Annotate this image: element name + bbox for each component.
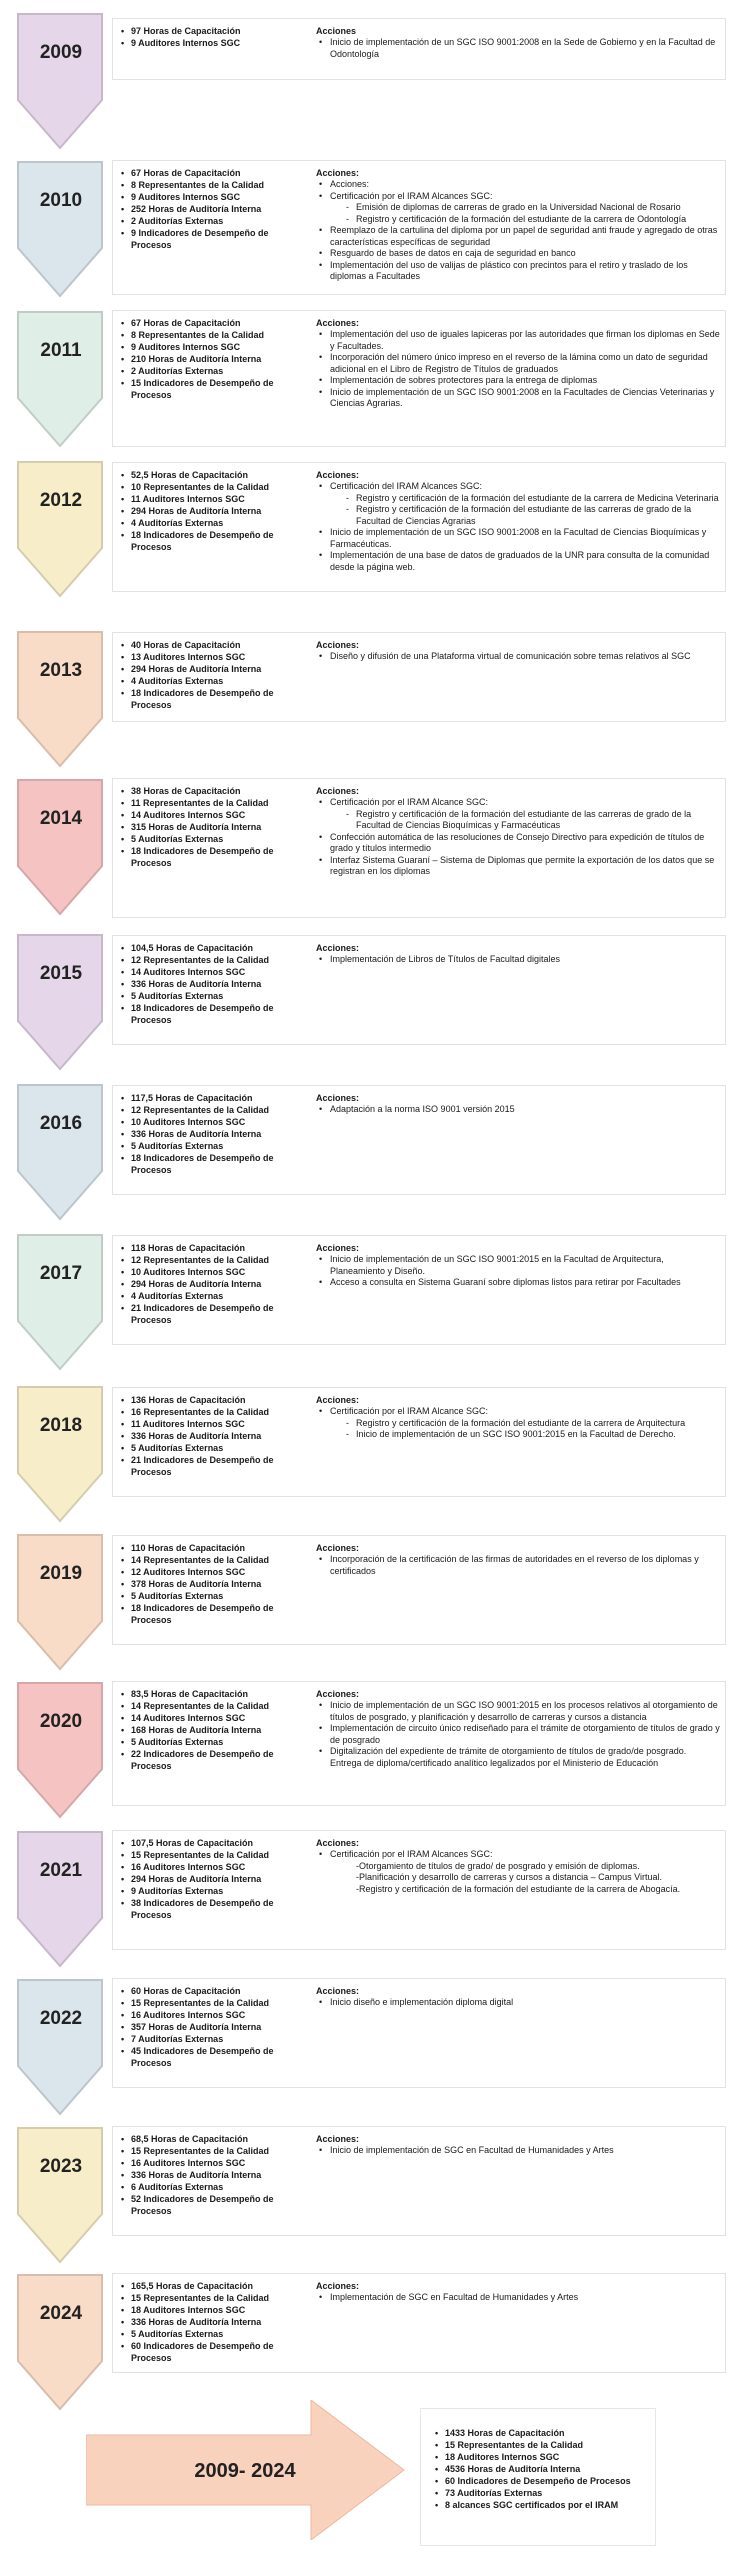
action-item: - Inicio de implementación de un SGC ISO 9001:2015 en la Facultad de Derecho.	[316, 1429, 720, 1441]
year-chevron-marker	[16, 630, 106, 770]
stats-list	[121, 1837, 311, 1921]
timeline-entry	[0, 630, 745, 780]
stat-item: • 252 Horas de Auditoría Interna	[121, 203, 311, 215]
year-chevron-marker	[16, 460, 106, 600]
actions-heading: Acciones:	[316, 168, 360, 178]
action-item: • Confección automática de las resoluciones de Consejo Directivo para expedición de títulos de grado y títulos intermedio	[316, 832, 720, 855]
action-item: • Incorporación de la certificación de las firmas de autoridades en el reverso de los diplomas y certificados	[316, 1554, 720, 1577]
chevron-shape	[16, 778, 106, 918]
actions-list	[316, 1254, 720, 1289]
stat-item: • 336 Horas de Auditoría Interna	[121, 978, 311, 990]
stat-item: • 18 Indicadores de Desempeño de Procesos	[121, 1602, 311, 1626]
year-chevron-marker	[16, 160, 106, 300]
timeline-entry	[0, 933, 745, 1083]
actions-heading: Acciones:	[316, 1243, 360, 1253]
stats-list	[121, 2133, 311, 2217]
stat-item: • 12 Representantes de la Calidad	[121, 1104, 311, 1116]
actions-block	[316, 942, 720, 966]
summary-stat-item: • 8 alcances SGC certificados por el IRAM	[435, 2499, 649, 2511]
stat-item: • 14 Auditores Internos SGC	[121, 966, 311, 978]
year-chevron-marker	[16, 12, 106, 152]
stats-list	[121, 469, 311, 553]
action-item: • Certificación por el IRAM Alcances SGC:	[316, 1849, 720, 1861]
actions-list	[316, 797, 720, 878]
stats-list	[121, 167, 311, 251]
actions-block	[316, 2133, 720, 2157]
stat-item: • 165,5 Horas de Capacitación	[121, 2280, 311, 2292]
stat-item: • 14 Auditores Internos SGC	[121, 1712, 311, 1724]
stat-item: • 16 Auditores Internos SGC	[121, 2157, 311, 2169]
stat-item: • 107,5 Horas de Capacitación	[121, 1837, 311, 1849]
actions-block	[316, 1542, 720, 1577]
stat-item: • 9 Indicadores de Desempeño de Procesos	[121, 227, 311, 251]
stat-item: • 18 Indicadores de Desempeño de Procesos	[121, 1152, 311, 1176]
stat-item: • 8 Representantes de la Calidad	[121, 179, 311, 191]
stat-item: • 117,5 Horas de Capacitación	[121, 1092, 311, 1104]
actions-list	[316, 1406, 720, 1441]
stats-list	[121, 942, 311, 1026]
stat-item: • 15 Representantes de la Calidad	[121, 1849, 311, 1861]
stat-item: • 210 Horas de Auditoría Interna	[121, 353, 311, 365]
stat-item: • 15 Indicadores de Desempeño de Procesos	[121, 377, 311, 401]
stat-item: • 104,5 Horas de Capacitación	[121, 942, 311, 954]
actions-heading: Acciones	[316, 26, 357, 36]
stat-item: • 38 Indicadores de Desempeño de Procesos	[121, 1897, 311, 1921]
year-label: 2023	[39, 2156, 83, 2177]
year-chevron-marker	[16, 1681, 106, 1821]
actions-heading: Acciones:	[316, 1689, 360, 1699]
actions-list	[316, 481, 720, 573]
action-item: • Implementación de Libros de Títulos de Facultad digitales	[316, 954, 720, 966]
stat-item: • 60 Indicadores de Desempeño de Procesos	[121, 2340, 311, 2364]
stat-item: • 16 Representantes de la Calidad	[121, 1406, 311, 1418]
action-item: • Reemplazo de la cartulina del diploma por un papel de seguridad anti fraude y agregado de otras características específicas de seguridad	[316, 225, 720, 248]
stat-item: • 8 Representantes de la Calidad	[121, 329, 311, 341]
stats-list	[121, 639, 311, 711]
timeline-entry	[0, 460, 745, 610]
action-item: • Diseño y difusión de una Plataforma virtual de comunicación sobre temas relativos al SGC	[316, 651, 720, 663]
chevron-shape	[16, 2273, 106, 2413]
stats-list	[121, 1985, 311, 2069]
year-details-card	[112, 462, 726, 592]
year-chevron-marker	[16, 2273, 106, 2413]
actions-list	[316, 37, 720, 60]
stat-item: • 9 Auditores Internos SGC	[121, 191, 311, 203]
stat-item: • 294 Horas de Auditoría Interna	[121, 1278, 311, 1290]
timeline-entry	[0, 1533, 745, 1683]
stat-item: • 294 Horas de Auditoría Interna	[121, 1873, 311, 1885]
year-chevron-marker	[16, 1978, 106, 2118]
actions-block	[316, 167, 720, 283]
year-label: 2012	[39, 490, 83, 511]
stats-list	[121, 1688, 311, 1772]
timeline-entry	[0, 1233, 745, 1383]
stat-item: • 5 Auditorías Externas	[121, 990, 311, 1002]
stat-item: • 11 Representantes de la Calidad	[121, 797, 311, 809]
stat-item: • 10 Representantes de la Calidad	[121, 481, 311, 493]
actions-list	[316, 329, 720, 410]
year-label: 2010	[39, 190, 83, 211]
actions-list	[316, 2145, 720, 2157]
action-item: • Adaptación a la norma ISO 9001 versión 2015	[316, 1104, 720, 1116]
actions-heading: Acciones:	[316, 1986, 360, 1996]
year-chevron-marker	[16, 2126, 106, 2266]
action-item: • Incorporación del número único impreso en el reverso de la lámina como un dato de seguridad adicional en el Libro de Registro de Títulos de graduados	[316, 352, 720, 375]
actions-list	[316, 954, 720, 966]
action-item: - Registro y certificación de la formación del estudiante de la carrera de Arquitectura	[316, 1418, 720, 1430]
stat-item: • 9 Auditorías Externas	[121, 1885, 311, 1897]
action-item: • Interfaz Sistema Guaraní – Sistema de Diplomas que permite la exportación de los datos que se registran en los diplomas	[316, 855, 720, 878]
stat-item: • 21 Indicadores de Desempeño de Procesos	[121, 1302, 311, 1326]
stats-list	[121, 317, 311, 401]
stats-list	[121, 1542, 311, 1626]
action-item: -Otorgamiento de títulos de grado/ de posgrado y emisión de diplomas.	[356, 1860, 640, 1871]
stat-item: • 11 Auditores Internos SGC	[121, 493, 311, 505]
stat-item: • 118 Horas de Capacitación	[121, 1242, 311, 1254]
stat-item: • 45 Indicadores de Desempeño de Procesos	[121, 2045, 311, 2069]
action-item: • Inicio de implementación de un SGC ISO 9001:2008 en la Facultad de Ciencias Bioquímicas y Farmacéuticas.	[316, 527, 720, 550]
stat-item: • 378 Horas de Auditoría Interna	[121, 1578, 311, 1590]
chevron-shape	[16, 1978, 106, 2118]
stat-item: • 4 Auditorías Externas	[121, 517, 311, 529]
stat-item: • 315 Horas de Auditoría Interna	[121, 821, 311, 833]
stat-item: • 18 Indicadores de Desempeño de Procesos	[121, 687, 311, 711]
stat-item: • 110 Horas de Capacitación	[121, 1542, 311, 1554]
actions-list	[316, 1997, 720, 2009]
year-details-card	[112, 310, 726, 447]
stat-item: • 83,5 Horas de Capacitación	[121, 1688, 311, 1700]
action-item: • Implementación de SGC en Facultad de Humanidades y Artes	[316, 2292, 720, 2304]
summary-stats-list	[435, 2427, 649, 2511]
stat-item: • 12 Representantes de la Calidad	[121, 954, 311, 966]
stat-item: • 9 Auditores Internos SGC	[121, 37, 311, 49]
action-item: - Registro y certificación de la formación del estudiante de las carreras de grado de la Facultad de Ciencias Bioquímicas y Farmacéuticas	[316, 809, 720, 832]
year-details-card	[112, 2273, 726, 2373]
actions-heading: Acciones:	[316, 786, 360, 796]
year-chevron-marker	[16, 1533, 106, 1673]
timeline-entry	[0, 12, 745, 162]
year-label: 2014	[39, 808, 83, 829]
chevron-shape	[16, 933, 106, 1073]
stat-item: • 5 Auditorías Externas	[121, 1140, 311, 1152]
stat-item: • 10 Auditores Internos SGC	[121, 1116, 311, 1128]
stat-item: • 4 Auditorías Externas	[121, 675, 311, 687]
year-label: 2009	[39, 42, 83, 63]
timeline-entry	[0, 2126, 745, 2276]
stat-item: • 18 Indicadores de Desempeño de Procesos	[121, 1002, 311, 1026]
stat-item: • 38 Horas de Capacitación	[121, 785, 311, 797]
stats-list	[121, 1092, 311, 1176]
summary-stat-item: • 15 Representantes de la Calidad	[435, 2439, 649, 2451]
stat-item: • 2 Auditorías Externas	[121, 365, 311, 377]
actions-block	[316, 1688, 720, 1769]
year-details-card	[112, 2126, 726, 2236]
timeline-entry	[0, 310, 745, 460]
year-details-card	[112, 1387, 726, 1497]
stat-item: • 294 Horas de Auditoría Interna	[121, 505, 311, 517]
year-label: 2011	[40, 340, 82, 361]
actions-list	[316, 1700, 720, 1769]
action-item: • Certificación por el IRAM Alcance SGC:	[316, 797, 720, 809]
action-item: • Inicio de implementación de un SGC ISO 9001:2015 en los procesos relativos al otorgamiento de títulos de posgrado, y planificación y desarrollo de carreras y cursos a distancia	[316, 1700, 720, 1723]
actions-heading: Acciones:	[316, 1093, 360, 1103]
stat-item: • 9 Auditores Internos SGC	[121, 341, 311, 353]
summary-stat-item: • 18 Auditores Internos SGC	[435, 2451, 649, 2463]
stats-list	[121, 2280, 311, 2364]
actions-block	[316, 785, 720, 878]
actions-heading: Acciones:	[316, 943, 360, 953]
stat-item: • 13 Auditores Internos SGC	[121, 651, 311, 663]
action-item: • Acciones:	[316, 179, 720, 191]
stat-item: • 18 Indicadores de Desempeño de Procesos	[121, 529, 311, 553]
chevron-shape	[16, 160, 106, 300]
actions-block	[316, 469, 720, 573]
stat-item: • 5 Auditorías Externas	[121, 1442, 311, 1454]
actions-heading: Acciones:	[316, 2281, 360, 2291]
stat-item: • 15 Representantes de la Calidad	[121, 2145, 311, 2157]
chevron-shape	[16, 1533, 106, 1673]
action-item: • Implementación de sobres protectores para la entrega de diplomas	[316, 375, 720, 387]
stat-item: • 11 Auditores Internos SGC	[121, 1418, 311, 1430]
actions-heading: Acciones:	[316, 1543, 360, 1553]
actions-list	[316, 1849, 720, 1895]
year-chevron-marker	[16, 1233, 106, 1373]
year-details-card	[112, 1085, 726, 1195]
stats-list	[121, 1394, 311, 1478]
year-chevron-marker	[16, 310, 106, 450]
actions-block	[316, 639, 720, 663]
year-chevron-marker	[16, 1385, 106, 1525]
actions-list	[316, 1104, 720, 1116]
year-details-card	[112, 1978, 726, 2088]
stat-item: • 6 Auditorías Externas	[121, 2181, 311, 2193]
stat-item: • 52 Indicadores de Desempeño de Procesos	[121, 2193, 311, 2217]
chevron-shape	[16, 12, 106, 152]
actions-block	[316, 1242, 720, 1289]
summary-stat-item: • 60 Indicadores de Desempeño de Procesos	[435, 2475, 649, 2487]
actions-block	[316, 25, 720, 60]
year-label: 2019	[39, 1563, 83, 1584]
actions-block	[316, 1394, 720, 1441]
stat-item: • 5 Auditorías Externas	[121, 1590, 311, 1602]
timeline-entry	[0, 1385, 745, 1535]
actions-heading: Acciones:	[316, 470, 360, 480]
summary-section	[0, 2400, 745, 2560]
chevron-shape	[16, 630, 106, 770]
stat-item: • 60 Horas de Capacitación	[121, 1985, 311, 1997]
year-details-card	[112, 1681, 726, 1806]
stat-item: • 40 Horas de Capacitación	[121, 639, 311, 651]
action-item: - Registro y certificación de la formación del estudiante de las carreras de grado de la Facultad de Ciencias Agrarias	[316, 504, 720, 527]
actions-heading: Acciones:	[316, 1838, 360, 1848]
year-details-card	[112, 935, 726, 1045]
action-item: • Inicio de implementación de SGC en Facultad de Humanidades y Artes	[316, 2145, 720, 2157]
stat-item: • 14 Auditores Internos SGC	[121, 809, 311, 821]
year-details-card	[112, 160, 726, 295]
stat-item: • 5 Auditorías Externas	[121, 2328, 311, 2340]
action-item: • Implementación de circuito único rediseñado para el trámite de otorgamiento de títulos de grado y de posgrado	[316, 1723, 720, 1746]
year-label: 2020	[39, 1711, 83, 1732]
timeline-entry	[0, 1978, 745, 2128]
chevron-shape	[16, 2126, 106, 2266]
timeline-entry	[0, 778, 745, 928]
stat-item: • 12 Representantes de la Calidad	[121, 1254, 311, 1266]
stat-item: • 136 Horas de Capacitación	[121, 1394, 311, 1406]
year-details-card	[112, 632, 726, 722]
year-label: 2016	[39, 1113, 83, 1134]
year-chevron-marker	[16, 778, 106, 918]
stat-item: • 67 Horas de Capacitación	[121, 167, 311, 179]
action-item: • Inicio de implementación de un SGC ISO 9001:2015 en la Facultad de Arquitectura, Planeamiento y Diseño.	[316, 1254, 720, 1277]
year-details-card	[112, 18, 726, 80]
actions-list	[316, 1554, 720, 1577]
action-item: • Implementación del uso de iguales lapiceras por las autoridades que firman los diplomas en Sede y Facultades.	[316, 329, 720, 352]
timeline-entry	[0, 160, 745, 310]
summary-stat-item: • 73 Auditorías Externas	[435, 2487, 649, 2499]
year-label: 2015	[39, 963, 83, 984]
action-item: • Certificación por el IRAM Alcances SGC:	[316, 191, 720, 203]
action-item: -Planificación y desarrollo de carreras y cursos a distancia – Campus Virtual.	[356, 1872, 662, 1882]
stat-item: • 21 Indicadores de Desempeño de Procesos	[121, 1454, 311, 1478]
action-item: • Inicio de implementación de un SGC ISO 9001:2008 en la Sede de Gobierno y en la Facultad de Odontología	[316, 37, 720, 60]
year-details-card	[112, 1235, 726, 1345]
chevron-shape	[16, 1233, 106, 1373]
year-label: 2017	[39, 1263, 83, 1284]
year-chevron-marker	[16, 1083, 106, 1223]
actions-list	[316, 179, 720, 283]
year-details-card	[112, 1535, 726, 1645]
stat-item: • 10 Auditores Internos SGC	[121, 1266, 311, 1278]
year-label: 2018	[39, 1415, 83, 1436]
action-item: - Registro y certificación de la formación del estudiante de la carrera de Odontología	[316, 214, 720, 226]
year-details-card	[112, 1830, 726, 1950]
year-details-card	[112, 778, 726, 918]
action-item: - Emisión de diplomas de carreras de grado en la Universidad Nacional de Rosario	[316, 202, 720, 214]
stats-list	[121, 1242, 311, 1326]
stat-item: • 4 Auditorías Externas	[121, 1290, 311, 1302]
actions-block	[316, 1837, 720, 1895]
actions-block	[316, 1985, 720, 2009]
stats-list	[121, 25, 311, 49]
action-item: • Digitalización del expediente de trámite de otorgamiento de títulos de grado/de posgrado. Entrega de diploma/certificado analítico legalizados por el Ministerio de Educación	[316, 1746, 720, 1769]
stat-item: • 2 Auditorías Externas	[121, 215, 311, 227]
action-item: • Acceso a consulta en Sistema Guaraní sobre diplomas listos para retirar por Facultades	[316, 1277, 720, 1289]
stat-item: • 16 Auditores Internos SGC	[121, 1861, 311, 1873]
summary-stat-item: • 1433 Horas de Capacitación	[435, 2427, 649, 2439]
summary-period-label: 2009- 2024	[194, 2460, 296, 2482]
chevron-shape	[16, 1681, 106, 1821]
stat-item: • 5 Auditorías Externas	[121, 1736, 311, 1748]
action-item: - Registro y certificación de la formación del estudiante de la carrera de Medicina Veterinaria	[316, 493, 720, 505]
stat-item: • 336 Horas de Auditoría Interna	[121, 2169, 311, 2181]
actions-list	[316, 2292, 720, 2304]
stat-item: • 52,5 Horas de Capacitación	[121, 469, 311, 481]
action-item: • Inicio de implementación de un SGC ISO 9001:2008 en la Facultades de Ciencias Veterinarias y Ciencias Agrarias.	[316, 387, 720, 410]
action-item: • Inicio diseño e implementación diploma digital	[316, 1997, 720, 2009]
stat-item: • 336 Horas de Auditoría Interna	[121, 1430, 311, 1442]
stat-item: • 18 Indicadores de Desempeño de Procesos	[121, 845, 311, 869]
action-item: • Certificación por el IRAM Alcance SGC:	[316, 1406, 720, 1418]
actions-block	[316, 317, 720, 410]
action-item: -Registro y certificación de la formación del estudiante de la carrera de Abogacía.	[356, 1883, 681, 1894]
actions-block	[316, 1092, 720, 1116]
stat-item: • 97 Horas de Capacitación	[121, 25, 311, 37]
chevron-shape	[16, 1083, 106, 1223]
year-chevron-marker	[16, 933, 106, 1073]
actions-list	[316, 651, 720, 663]
actions-heading: Acciones:	[316, 318, 360, 328]
actions-heading: Acciones:	[316, 1395, 360, 1405]
year-chevron-marker	[16, 1830, 106, 1970]
action-item: • Implementación del uso de valijas de plástico con precintos para el retiro y traslado de los diplomas a Facultades	[316, 260, 720, 283]
stat-item: • 5 Auditorías Externas	[121, 833, 311, 845]
action-item: • Resguardo de bases de datos en caja de seguridad en banco	[316, 248, 720, 260]
stat-item: • 294 Horas de Auditoría Interna	[121, 663, 311, 675]
actions-block	[316, 2280, 720, 2304]
summary-stat-item: • 4536 Horas de Auditoría Interna	[435, 2463, 649, 2475]
stat-item: • 336 Horas de Auditoría Interna	[121, 2316, 311, 2328]
year-label: 2024	[39, 2303, 83, 2324]
stat-item: • 22 Indicadores de Desempeño de Procesos	[121, 1748, 311, 1772]
chevron-shape	[16, 310, 106, 450]
stat-item: • 7 Auditorías Externas	[121, 2033, 311, 2045]
stat-item: • 15 Representantes de la Calidad	[121, 1997, 311, 2009]
chevron-shape	[16, 1385, 106, 1525]
actions-heading: Acciones:	[316, 640, 360, 650]
stats-list	[121, 785, 311, 869]
year-label: 2013	[39, 660, 83, 681]
stat-item: • 68,5 Horas de Capacitación	[121, 2133, 311, 2145]
stat-item: • 12 Auditores Internos SGC	[121, 1566, 311, 1578]
chevron-shape	[16, 1830, 106, 1970]
timeline-entry	[0, 1083, 745, 1233]
timeline-entry	[0, 1681, 745, 1831]
action-item: • Implementación de una base de datos de graduados de la UNR para consulta de la comunidad desde la página web.	[316, 550, 720, 573]
year-label: 2021	[39, 1860, 83, 1881]
summary-totals-card	[420, 2408, 656, 2546]
stat-item: • 15 Representantes de la Calidad	[121, 2292, 311, 2304]
stat-item: • 14 Representantes de la Calidad	[121, 1700, 311, 1712]
stat-item: • 336 Horas de Auditoría Interna	[121, 1128, 311, 1140]
actions-heading: Acciones:	[316, 2134, 360, 2144]
stat-item: • 357 Horas de Auditoría Interna	[121, 2021, 311, 2033]
timeline-entry	[0, 1830, 745, 1980]
stat-item: • 67 Horas de Capacitación	[121, 317, 311, 329]
stat-item: • 168 Horas de Auditoría Interna	[121, 1724, 311, 1736]
stat-item: • 16 Auditores Internos SGC	[121, 2009, 311, 2021]
action-item: • Certificación del IRAM Alcances SGC:	[316, 481, 720, 493]
stat-item: • 14 Representantes de la Calidad	[121, 1554, 311, 1566]
year-label: 2022	[39, 2008, 83, 2029]
stat-item: • 18 Auditores Internos SGC	[121, 2304, 311, 2316]
chevron-shape	[16, 460, 106, 600]
